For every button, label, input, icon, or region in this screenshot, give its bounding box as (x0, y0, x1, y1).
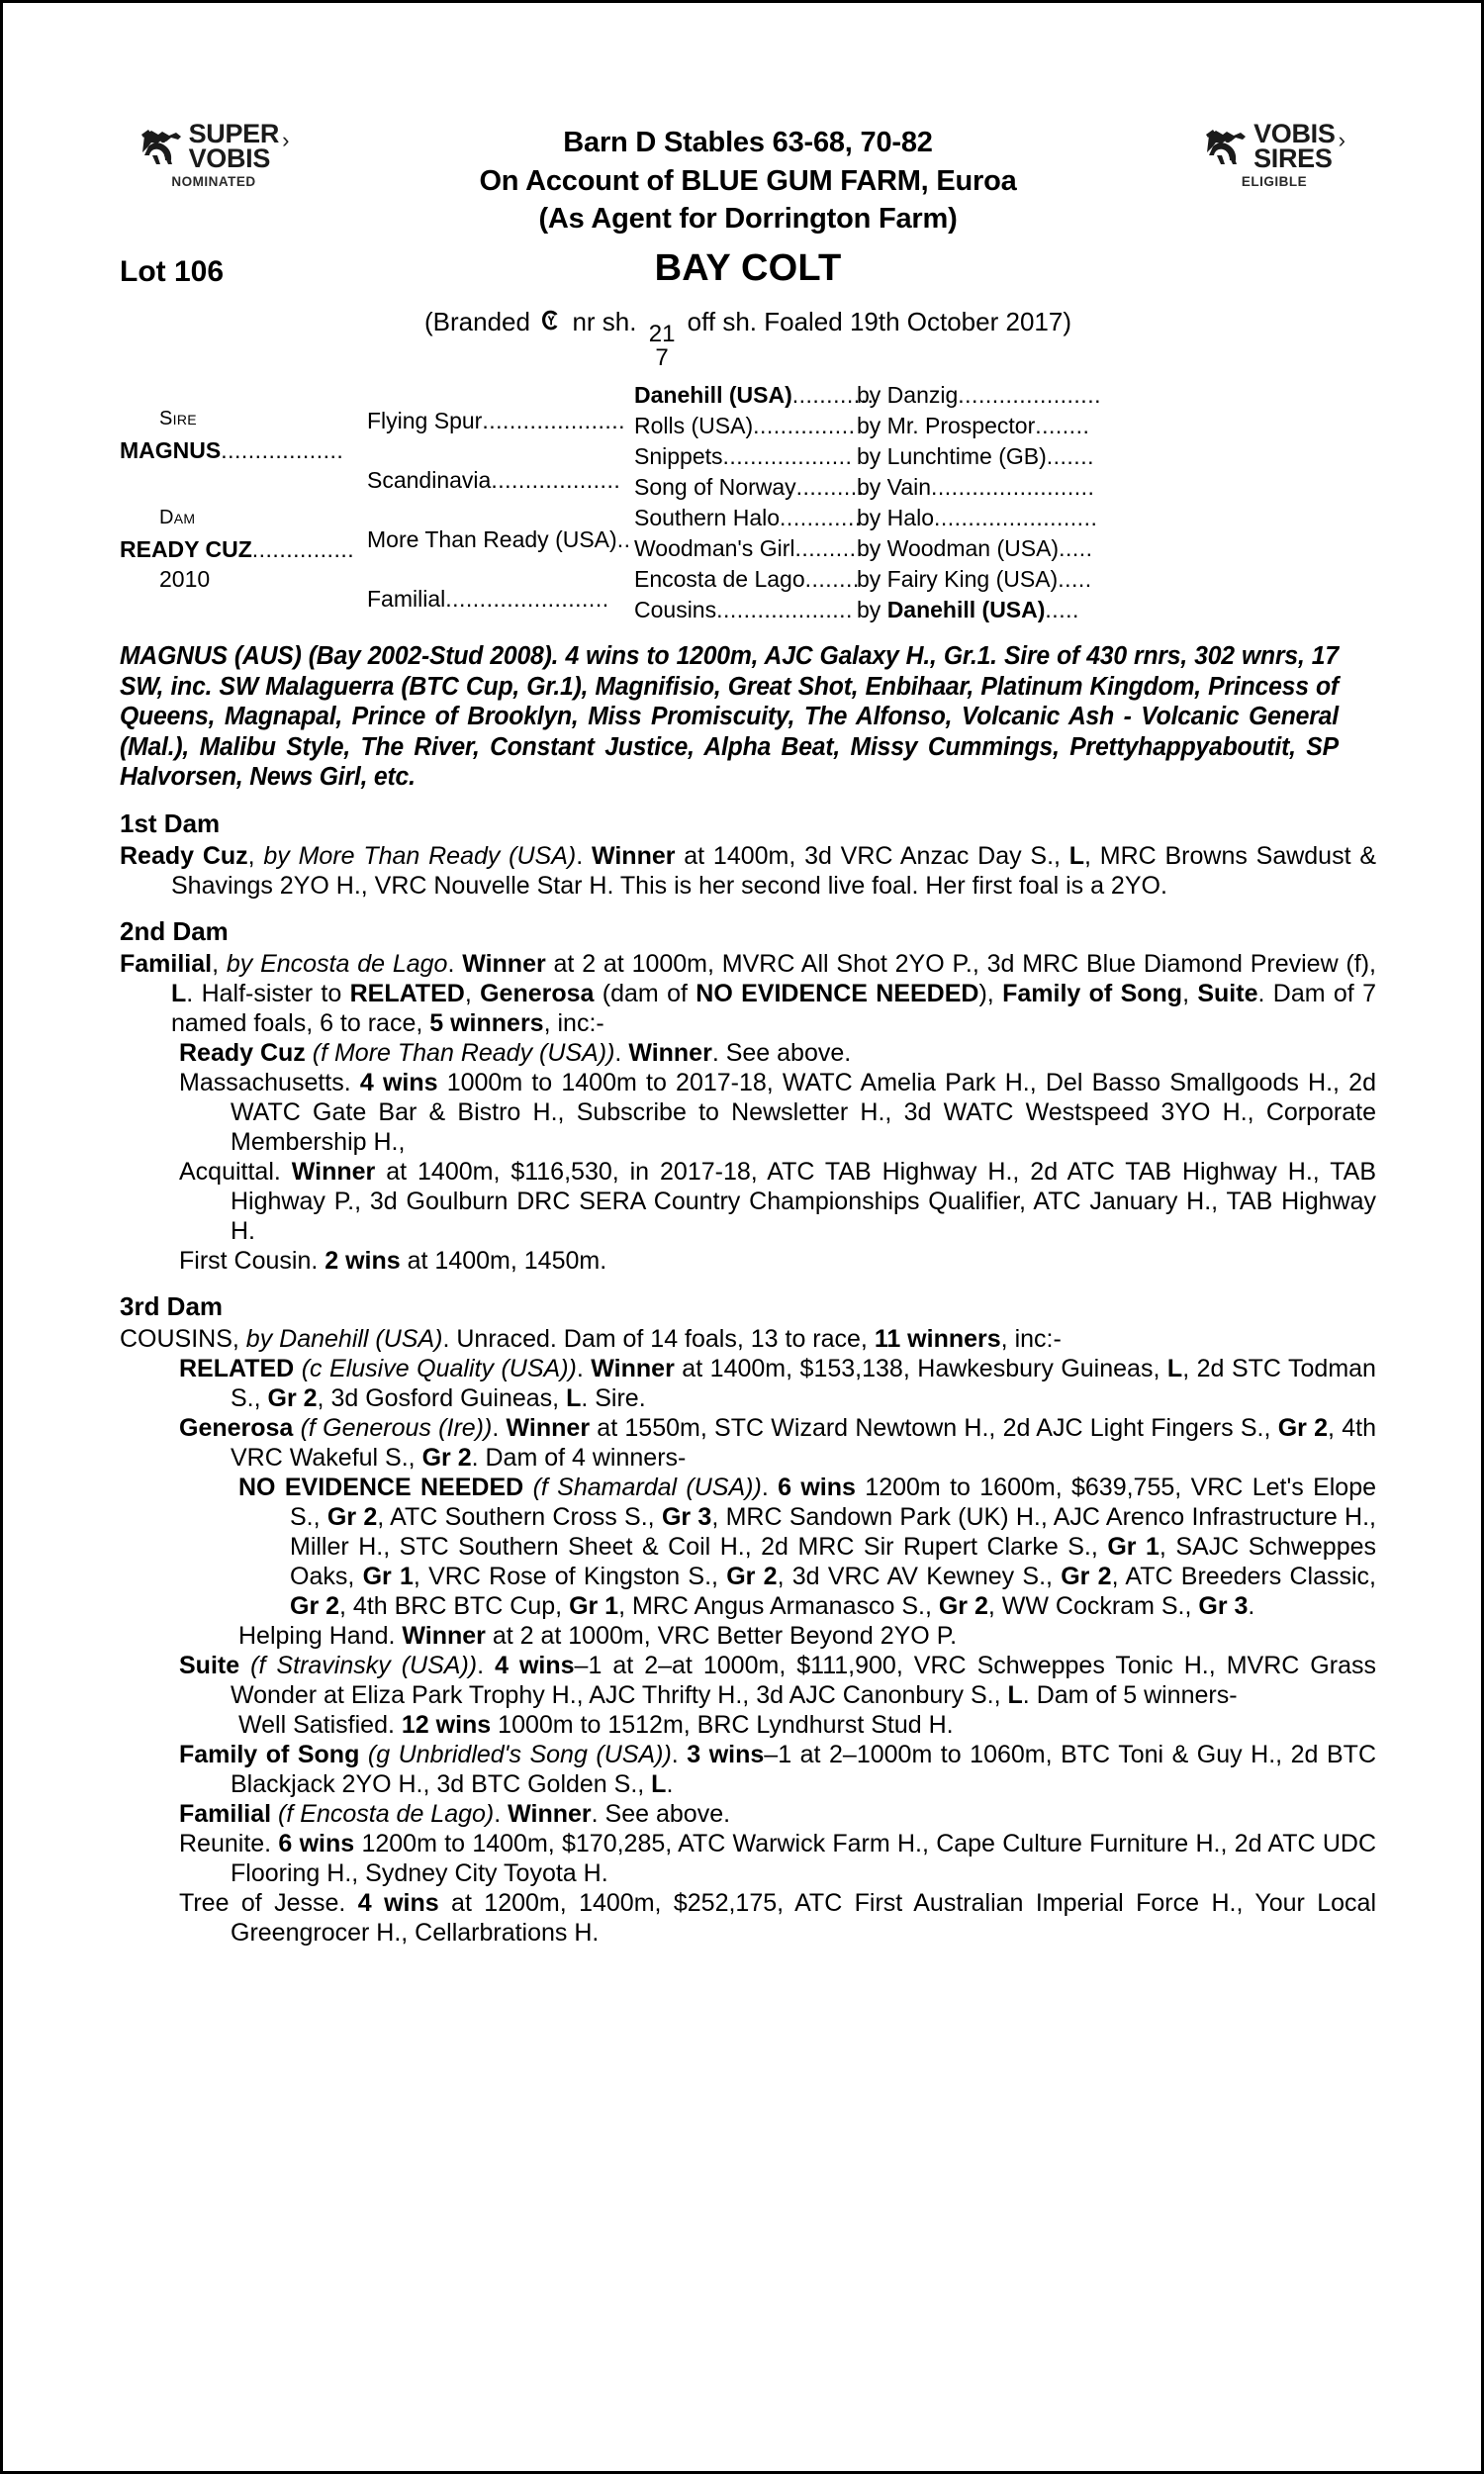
gen3-by: by Mr. Prospector (857, 413, 1036, 438)
consignment-header (308, 124, 1188, 238)
entry-text: , MRC Angus Armanasco S., (618, 1591, 939, 1620)
entry-text: , ATC Breeders Classic, (1111, 1562, 1376, 1590)
entry-text: 1200m to 1400m, $170,285, ATC Warwick Farm H., Cape Culture Furniture H., 2d ATC UDC Flooring H., Sydney City Toyota H. (231, 1829, 1376, 1887)
entry-bold: Winner (402, 1621, 486, 1650)
brand-symbol-icon (540, 309, 562, 334)
entry-text: ), (978, 979, 1003, 1007)
vobis-horse-rider-icon (139, 123, 186, 170)
pedigree-entry (120, 949, 1376, 1038)
pedigree-entry (179, 1621, 1376, 1651)
entry-text (271, 1800, 278, 1828)
entry-text: . See above. (591, 1799, 731, 1828)
gen2-row (367, 526, 630, 553)
gen3-by-row (857, 382, 1101, 409)
gen3-dots: .......... (794, 535, 864, 561)
gen3-by: by Fairy King (USA) (857, 566, 1059, 592)
entry-bold: RELATED (179, 1354, 295, 1382)
page-content (120, 119, 1377, 1948)
entry-text: . (1248, 1591, 1255, 1620)
entry-text: . See above. (711, 1038, 852, 1067)
gen3-by-dots: ........ (1035, 413, 1090, 438)
entry-bold: Winner (591, 1354, 675, 1382)
entry-text: Well Satisfied. (238, 1710, 402, 1739)
entry-text (239, 1652, 250, 1679)
pedigree-entry (149, 1829, 1376, 1888)
branded-nr-sh: nr sh. (572, 307, 637, 336)
entry-text: , 3d VRC AV Kewney S., (777, 1562, 1062, 1590)
brand-fraction (649, 323, 676, 370)
entry-text: at 1400m, 3d VRC Anzac Day S., (675, 841, 1069, 870)
pedigree-entry (149, 1799, 1376, 1829)
super-vobis-line2: VOBIS (188, 143, 271, 173)
pedigree-entry (149, 1651, 1376, 1710)
gen3-row (634, 505, 862, 531)
entry-italic: (f Encosta de Lago) (278, 1799, 495, 1828)
entry-italic: by Danehill (USA) (245, 1324, 443, 1353)
header-row (120, 119, 1376, 245)
lot-number: Lot 106 (120, 255, 225, 288)
gen2-name: Scandinavia (367, 467, 492, 493)
entry-text: , inc:- (1000, 1324, 1062, 1353)
gen3-name: Rolls (USA) (634, 413, 754, 438)
entry-text: , (247, 841, 264, 870)
sire-dots: .................. (221, 437, 344, 463)
entry-text: , SAJC Schweppes Oaks, (290, 1532, 1377, 1590)
entry-bold: 6 wins (778, 1473, 856, 1501)
entry-bold: Winner (591, 841, 676, 870)
gen3-name: Snippets (634, 443, 723, 469)
gen3-dots: ................... (722, 443, 853, 469)
entry-text: . (576, 1354, 592, 1382)
gen3-name: Woodman's Girl (634, 535, 795, 561)
entry-text: –1 at 2–1000m to 1060m, BTC Toni & Guy H., 2d BTC Blackjack 2YO H., 3d BTC Golden S., (231, 1740, 1376, 1798)
entry-bold: 6 wins (278, 1829, 355, 1857)
entry-bold: 2 wins (325, 1246, 401, 1275)
entry-text: . Half-sister to (186, 979, 350, 1007)
gen3-by-row (857, 566, 1092, 593)
entry-text: , VRC Rose of Kingston S., (413, 1562, 727, 1590)
lot-title-row (120, 247, 1376, 303)
entry-bold: L (1007, 1680, 1023, 1709)
entry-text: Tree of Jesse. (179, 1888, 358, 1917)
entry-italic: by More Than Ready (USA) (263, 841, 577, 870)
entry-bold: 5 winners (429, 1008, 544, 1037)
entry-text: , (1182, 979, 1198, 1007)
entry-bold: L (171, 979, 187, 1007)
pedigree-entry (149, 1740, 1376, 1799)
gen2-name: More Than Ready (USA) (367, 526, 617, 552)
gen3-by-dots: ........................ (933, 505, 1098, 530)
gen2-dots: ..................... (482, 408, 626, 433)
branded-prefix: (Branded (424, 307, 530, 336)
entry-text: Reunite. (179, 1829, 279, 1857)
gen3-dots: ............... (753, 413, 856, 438)
gen3-name: Song of Norway (634, 474, 796, 500)
entry-bold: Suite (179, 1651, 240, 1679)
sire-name-row (120, 437, 343, 464)
pedigree-entry (149, 1413, 1376, 1473)
gen3-by: by Danzig (857, 382, 959, 408)
gen3-dots: ........ (804, 566, 860, 592)
brand-denominator: 7 (655, 344, 669, 371)
dam-year: 2010 (159, 566, 211, 592)
gen3-by-dots: ........................ (931, 474, 1095, 500)
entry-bold: Familial (179, 1799, 272, 1828)
gen2-name: Familial (367, 586, 446, 612)
vobis-sires-line1: VOBIS (1253, 119, 1336, 148)
entry-text: . (671, 1740, 688, 1768)
gen3-by: by Woodman (USA) (857, 535, 1060, 561)
entry-bold: Gr 3 (661, 1502, 712, 1531)
entry-text: 1200m to 1600m, $639,755, VRC Let's Elope S., (290, 1473, 1377, 1531)
gen3-row (634, 474, 865, 501)
pedigree-entry (179, 1710, 1376, 1740)
entry-bold: Winner (508, 1799, 592, 1828)
gen3-by-row (857, 474, 1094, 501)
entry-text: . (447, 949, 463, 978)
entry-bold: Generosa (480, 979, 595, 1007)
entry-text: at 2 at 1000m, VRC Better Beyond 2YO P. (485, 1621, 958, 1650)
entry-text: COUSINS, (120, 1324, 246, 1353)
entry-text: , WW Cockram S., (987, 1591, 1199, 1620)
entry-text: , MRC Sandown Park (UK) H., AJC Arenco Infrastructure H., Miller H., STC Southern Sheet & Coil H., 2d MRC Sir Rupert Clarke S., (290, 1502, 1376, 1561)
account-line: On Account of BLUE GUM FARM, Euroa (479, 164, 1017, 197)
gen3-row (634, 597, 853, 623)
gen3-by-dots: ..... (1045, 597, 1079, 622)
pedigree-table (120, 382, 1376, 631)
gen3-row (634, 566, 860, 593)
entry-text: , 2d STC Todman S., (231, 1354, 1376, 1412)
entry-bold: Gr 2 (726, 1562, 778, 1590)
gen2-dots: .. (616, 526, 631, 552)
entry-bold: L (1166, 1354, 1183, 1382)
entry-text: , inc:- (543, 1008, 604, 1037)
entry-bold: Gr 2 (1277, 1413, 1329, 1442)
entry-bold: 4 wins (495, 1651, 575, 1679)
entry-italic: (g Unbridled's Song (USA)) (367, 1740, 672, 1768)
super-vobis-line1: SUPER (188, 119, 280, 148)
gen3-by-dots: ..................... (958, 382, 1101, 408)
chevron-right-icon: › (1338, 128, 1345, 152)
entry-text: . Unraced. Dam of 14 foals, 13 to race, (442, 1324, 875, 1353)
chevron-right-icon: › (282, 128, 290, 152)
entry-italic: (f Stravinsky (USA)) (250, 1651, 478, 1679)
gen3-by-prefix: by (857, 597, 887, 622)
entry-text (306, 1039, 313, 1067)
gen3-by: by Lunchtime (GB) (857, 443, 1047, 469)
gen3-dots: .................... (716, 597, 853, 622)
entry-bold: L (651, 1769, 667, 1798)
entry-text (523, 1474, 532, 1501)
entry-text: . Dam of 7 named foals, 6 to race, (171, 979, 1376, 1037)
vobis-sires-status: ELIGIBLE (1241, 173, 1308, 189)
page-title: BAY COLT (654, 247, 842, 289)
pedigree-entry (149, 1038, 1376, 1068)
gen3-dots: ............ (780, 505, 862, 530)
sire-label: Sire (159, 408, 197, 429)
entry-text: . (761, 1473, 779, 1501)
dam-heading: 3rd Dam (120, 1290, 224, 1321)
entry-italic: (c Elusive Quality (USA)) (301, 1354, 577, 1382)
entry-text: . Dam of 4 winners- (471, 1443, 687, 1472)
entry-bold: Ready Cuz (120, 841, 248, 870)
entry-italic: (f Generous (Ire)) (300, 1413, 493, 1442)
gen3-name: Danehill (USA) (634, 382, 792, 408)
entry-text: at 1400m, 1450m. (400, 1246, 607, 1275)
entry-text: . (666, 1769, 674, 1798)
entry-bold: Suite (1197, 979, 1258, 1007)
entry-text: , (464, 979, 481, 1007)
gen3-by-row (857, 413, 1089, 439)
entry-text: , 4th BRC BTC Cup, (339, 1591, 570, 1620)
entry-text: . (477, 1651, 496, 1679)
pedigree-entry (120, 1324, 1376, 1354)
gen3-name: Encosta de Lago (634, 566, 805, 592)
entry-bold: 4 wins (357, 1888, 439, 1917)
barn-line: Barn D Stables 63-68, 70-82 (563, 127, 933, 158)
super-vobis-status: NOMINATED (171, 173, 256, 189)
vobis-horse-rider-icon (1203, 123, 1251, 170)
pedigree-entry (149, 1157, 1376, 1246)
entry-bold: 12 wins (401, 1710, 492, 1739)
dam-name: READY CUZ (120, 536, 252, 562)
entry-bold: Gr 2 (290, 1591, 340, 1620)
entry-text: , 3d Gosford Guineas, (317, 1383, 567, 1412)
entry-text: at 2 at 1000m, MVRC All Shot 2YO P., 3d MRC Blue Diamond Preview (f), (545, 949, 1376, 978)
dam-heading: 2nd Dam (120, 915, 229, 946)
branded-suffix: off sh. Foaled 19th October 2017) (687, 307, 1071, 336)
gen3-by: by Halo (857, 505, 934, 530)
agent-line: (As Agent for Dorrington Farm) (538, 203, 958, 236)
dam-sections (120, 809, 1376, 1948)
entry-bold: Gr 2 (421, 1443, 472, 1472)
entry-bold: Family of Song (1002, 979, 1183, 1007)
entry-text: . (614, 1038, 629, 1067)
super-vobis-nominated-logo (120, 119, 308, 189)
gen2-name: Flying Spur (367, 408, 483, 433)
entry-bold: Ready Cuz (179, 1038, 306, 1067)
pedigree-entry (149, 1068, 1376, 1157)
gen3-by-row (857, 535, 1093, 562)
entry-text: , ATC Southern Cross S., (377, 1502, 662, 1531)
gen3-name: Southern Halo (634, 505, 781, 530)
entry-bold: Winner (628, 1038, 712, 1067)
gen3-dots: ............ (791, 382, 875, 408)
entry-bold: NO EVIDENCE NEEDED (696, 979, 979, 1007)
entry-bold: Gr 2 (938, 1591, 988, 1620)
entry-bold: L (566, 1383, 582, 1412)
entry-text (293, 1414, 300, 1442)
brand-numerator: 21 (648, 321, 676, 347)
entry-bold: 4 wins (359, 1068, 438, 1096)
gen2-row (367, 408, 625, 434)
entry-text: –1 at 2–at 1000m, $111,900, VRC Schweppes Tonic H., MVRC Grass Wonder at Eliza Park Trophy H., AJC Thrifty H., 3d AJC Canonbury S., (231, 1651, 1376, 1709)
gen3-dots: .......... (795, 474, 865, 500)
gen2-row (367, 586, 609, 613)
entry-bold: RELATED (349, 979, 465, 1007)
gen3-row (634, 382, 874, 409)
entry-text (294, 1355, 302, 1382)
entry-text (359, 1741, 368, 1768)
entry-text: . Dam of 5 winners- (1022, 1680, 1238, 1709)
entry-text: (dam of (594, 979, 696, 1007)
entry-bold: 11 winners (874, 1324, 1001, 1353)
entry-bold: NO EVIDENCE NEEDED (238, 1473, 524, 1501)
entry-text: 1000m to 1400m to 2017-18, WATC Amelia Park H., Del Basso Smallgoods H., 2d WATC Gate Bar & Bistro H., Subscribe to Newsletter H., 3d WATC Westspeed 3YO H., Corporate Membership H., (231, 1068, 1376, 1156)
dam-heading: 1st Dam (120, 808, 221, 838)
entry-text: , MRC Browns Sawdust & Shavings 2YO H., VRC Nouvelle Star H. This is her second live foal. Her first foal is a 2YO. (171, 841, 1376, 900)
entry-bold: Gr 1 (569, 1591, 619, 1620)
entry-italic: by Encosta de Lago (226, 949, 448, 978)
entry-bold: Gr 1 (1107, 1532, 1159, 1561)
entry-bold: Familial (120, 949, 213, 978)
gen3-by-dots: ..... (1058, 566, 1092, 592)
gen3-name: Cousins (634, 597, 717, 622)
entry-text: . (494, 1799, 509, 1828)
dam-name-row (120, 536, 354, 563)
sire-name: MAGNUS (120, 437, 222, 463)
sire-summary-paragraph: MAGNUS (AUS) (Bay 2002-Stud 2008). 4 wins to 1200m, AJC Galaxy H., Gr.1. Sire of 430 rnrs, 302 wnrs, 17 SW, inc. SW Malaguerra (BTC Cup, Gr.1), Magnifisio, Great Shot, Enbihaar, Platinum Kingdom, Princess of Queens, Magnapal, Prince of Brooklyn, Miss Promiscuity, The Alfonso, Volcanic Ash - Volcanic General (Mal.), Malibu Style, The River, Constant Justice, Alpha Beat, Missy Cummings, Prettyhappyaboutit, SP Halvorsen, News Girl, etc. (120, 642, 1339, 792)
gen3-by-row (857, 443, 1094, 470)
entry-text: , 4th VRC Wakeful S., (231, 1413, 1376, 1472)
gen3-by-row (857, 505, 1097, 531)
entry-bold: Family of Song (179, 1740, 360, 1768)
entry-text: . (492, 1413, 507, 1442)
entry-text: at 1550m, STC Wizard Newtown H., 2d AJC Light Fingers S., (590, 1413, 1278, 1442)
entry-italic: (f Shamardal (USA)) (532, 1473, 762, 1501)
pedigree-entry (179, 1473, 1376, 1621)
entry-bold: 3 wins (687, 1740, 765, 1768)
dam-dots: ............... (251, 536, 355, 562)
entry-bold: Gr 2 (267, 1383, 318, 1412)
entry-text: . (576, 841, 592, 870)
pedigree-entry (149, 1246, 1376, 1276)
gen3-by-name: Danehill (USA) (886, 597, 1046, 622)
gen3-row (634, 535, 863, 562)
vobis-sires-line2: SIRES (1253, 143, 1333, 173)
entry-text: at 1200m, 1400m, $252,175, ATC First Australian Imperial Force H., Your Local Greengrocer H., Cellarbrations H. (231, 1888, 1377, 1947)
gen2-row (367, 467, 620, 494)
entry-text: Acquittal. (179, 1157, 292, 1186)
gen3-by-row (857, 597, 1079, 623)
entry-bold: Generosa (179, 1413, 294, 1442)
gen3-by-dots: ..... (1059, 535, 1093, 561)
entry-bold: Gr 3 (1198, 1591, 1249, 1620)
entry-text: Massachusetts. (179, 1068, 360, 1096)
entry-bold: Winner (462, 949, 546, 978)
entry-bold: Gr 2 (1061, 1562, 1112, 1590)
entry-text: . Sire. (581, 1383, 646, 1412)
entry-bold: Winner (506, 1413, 591, 1442)
entry-text: Helping Hand. (238, 1621, 403, 1650)
entry-bold: Gr 1 (362, 1562, 414, 1590)
gen3-row (634, 443, 852, 470)
gen3-row (634, 413, 855, 439)
entry-text: First Cousin. (179, 1246, 325, 1275)
dam-label: Dam (159, 507, 196, 528)
entry-text: , (212, 949, 227, 978)
branded-line (120, 307, 1376, 370)
gen2-dots: ................... (491, 467, 621, 493)
entry-bold: Winner (291, 1157, 376, 1186)
gen3-by-dots: ....... (1046, 443, 1094, 469)
pedigree-entry (149, 1888, 1376, 1948)
pedigree-entry (149, 1354, 1376, 1413)
entry-italic: (f More Than Ready (USA)) (312, 1038, 615, 1067)
gen2-dots: ........................ (445, 586, 609, 612)
entry-bold: Gr 2 (326, 1502, 378, 1531)
entry-text: at 1400m, $116,530, in 2017-18, ATC TAB Highway H., 2d ATC TAB Highway H., TAB Highway P., 3d Goulburn DRC SERA Country Championships Qualifier, ATC January H., TAB Highway H. (231, 1157, 1377, 1245)
vobis-sires-eligible-logo (1180, 119, 1368, 189)
entry-bold: L (1068, 841, 1085, 870)
entry-text: at 1400m, $153,138, Hawkesbury Guineas, (674, 1354, 1167, 1382)
pedigree-entry (120, 841, 1376, 901)
gen3-by: by Vain (857, 474, 932, 500)
entry-text: 1000m to 1512m, BRC Lyndhurst Stud H. (491, 1710, 954, 1739)
